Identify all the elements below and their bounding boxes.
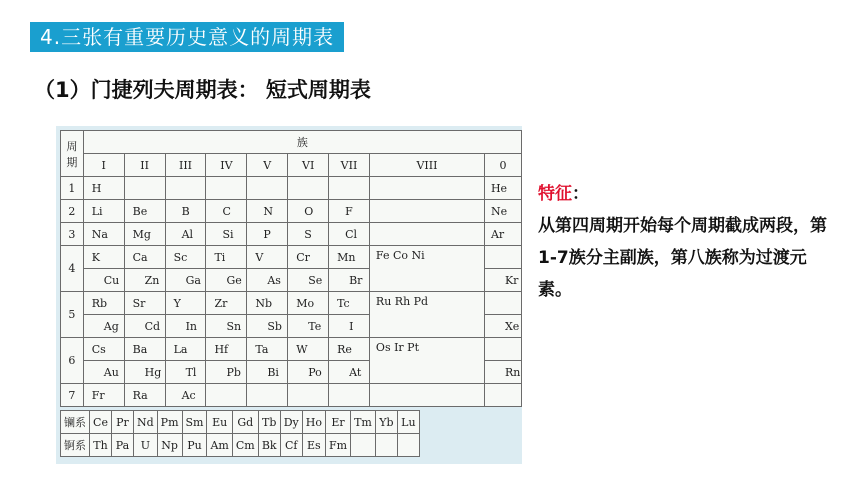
element-cell bbox=[247, 384, 288, 407]
lanthanide-element: Lu bbox=[397, 411, 419, 434]
features-colon: ： bbox=[572, 184, 589, 204]
lanthanide-element: Er bbox=[325, 411, 350, 434]
element-cell: Al bbox=[165, 223, 206, 246]
group-viii-cell bbox=[369, 292, 484, 338]
element-cell bbox=[484, 384, 521, 407]
group-header: VI bbox=[288, 154, 329, 177]
actinide-element: Es bbox=[302, 434, 325, 457]
element-cell: B bbox=[165, 200, 206, 223]
element-cell: He bbox=[484, 177, 521, 200]
actinide-label: 锕系 bbox=[61, 434, 90, 457]
element-cell: K bbox=[83, 246, 124, 269]
element-cell: F bbox=[329, 200, 370, 223]
section-title: 4.三张有重要历史意义的周期表 bbox=[30, 22, 344, 52]
element-cell bbox=[288, 177, 329, 200]
element-cell bbox=[206, 177, 247, 200]
element-cell: I bbox=[329, 315, 370, 338]
element-cell: Ar bbox=[484, 223, 521, 246]
element-cell: H bbox=[83, 177, 124, 200]
element-cell: Mn bbox=[329, 246, 370, 269]
element-cell: Rn bbox=[484, 361, 521, 384]
lanthanide-element: Gd bbox=[232, 411, 258, 434]
element-cell: Rb bbox=[83, 292, 124, 315]
lanthanide-element: Pr bbox=[112, 411, 134, 434]
element-cell: Ra bbox=[124, 384, 165, 407]
element-cell bbox=[369, 384, 484, 407]
element-cell: Ag bbox=[83, 315, 124, 338]
element-cell: Hg bbox=[124, 361, 165, 384]
group-header: VIII bbox=[369, 154, 484, 177]
element-cell: Ca bbox=[124, 246, 165, 269]
element-cell: V bbox=[247, 246, 288, 269]
periodic-table-image bbox=[56, 126, 522, 464]
element-cell: Mg bbox=[124, 223, 165, 246]
element-cell: In bbox=[165, 315, 206, 338]
features-label: 特征 bbox=[538, 184, 572, 204]
lanthanide-label: 镧系 bbox=[61, 411, 90, 434]
element-cell: La bbox=[165, 338, 206, 361]
period-header-bottom: 期 bbox=[66, 155, 78, 169]
lanthanide-element: Sm bbox=[182, 411, 207, 434]
element-cell: Te bbox=[288, 315, 329, 338]
element-cell bbox=[247, 177, 288, 200]
lanthanide-element: Ce bbox=[90, 411, 112, 434]
features-block bbox=[538, 178, 838, 306]
lanthanide-element: Pm bbox=[157, 411, 182, 434]
lanthanide-actinide-table bbox=[60, 410, 420, 457]
lanthanide-element: Tm bbox=[351, 411, 376, 434]
element-cell: Cs bbox=[83, 338, 124, 361]
element-cell bbox=[329, 177, 370, 200]
element-cell: Ge bbox=[206, 269, 247, 292]
element-cell: W bbox=[288, 338, 329, 361]
element-cell: Si bbox=[206, 223, 247, 246]
element-cell bbox=[329, 384, 370, 407]
lanthanide-element: Yb bbox=[375, 411, 397, 434]
element-cell: Bi bbox=[247, 361, 288, 384]
element-cell: Na bbox=[83, 223, 124, 246]
actinide-element: Fm bbox=[325, 434, 350, 457]
actinide-element: Cm bbox=[232, 434, 258, 457]
lanthanide-element: Eu bbox=[207, 411, 232, 434]
element-cell: Be bbox=[124, 200, 165, 223]
element-cell bbox=[484, 292, 521, 315]
period-number: 3 bbox=[61, 223, 84, 246]
family-header: 族 bbox=[83, 131, 521, 154]
actinide-element: Th bbox=[90, 434, 112, 457]
group-header: 0 bbox=[484, 154, 521, 177]
element-cell: C bbox=[206, 200, 247, 223]
element-cell: S bbox=[288, 223, 329, 246]
element-cell: Re bbox=[329, 338, 370, 361]
element-cell: Ne bbox=[484, 200, 521, 223]
element-cell: As bbox=[247, 269, 288, 292]
element-cell bbox=[484, 246, 521, 269]
element-cell bbox=[369, 200, 484, 223]
period-number: 4 bbox=[61, 246, 84, 292]
element-cell bbox=[165, 177, 206, 200]
element-cell: Sb bbox=[247, 315, 288, 338]
lanthanide-element: Ho bbox=[302, 411, 325, 434]
element-cell: Sn bbox=[206, 315, 247, 338]
element-cell: Au bbox=[83, 361, 124, 384]
actinide-element: U bbox=[134, 434, 158, 457]
features-text: 从第四周期开始每个周期截成两段，第1-7族分主副族，第八族称为过渡元素。 bbox=[538, 216, 827, 300]
empty-cell bbox=[397, 434, 419, 457]
element-cell bbox=[369, 223, 484, 246]
element-cell: Zn bbox=[124, 269, 165, 292]
element-cell bbox=[124, 177, 165, 200]
element-cell: Xe bbox=[484, 315, 521, 338]
lanthanide-element: Tb bbox=[258, 411, 280, 434]
element-cell: At bbox=[329, 361, 370, 384]
group-viii-cell bbox=[369, 338, 484, 384]
element-cell: Pb bbox=[206, 361, 247, 384]
element-cell bbox=[206, 384, 247, 407]
element-symbols: Fe Co Ni bbox=[375, 248, 425, 262]
actinide-element: Am bbox=[207, 434, 232, 457]
subtitle: （1）门捷列夫周期表： 短式周期表 bbox=[34, 78, 371, 102]
period-header bbox=[61, 131, 84, 177]
element-cell: Sc bbox=[165, 246, 206, 269]
actinide-element: Pa bbox=[112, 434, 134, 457]
period-number: 5 bbox=[61, 292, 84, 338]
lanthanide-element: Nd bbox=[134, 411, 158, 434]
group-header: IV bbox=[206, 154, 247, 177]
period-number: 1 bbox=[61, 177, 84, 200]
element-cell: Br bbox=[329, 269, 370, 292]
element-symbols: Os Ir Pt bbox=[375, 340, 420, 354]
element-cell: Zr bbox=[206, 292, 247, 315]
group-header: V bbox=[247, 154, 288, 177]
element-cell: Mo bbox=[288, 292, 329, 315]
group-header: VII bbox=[329, 154, 370, 177]
actinide-element: Bk bbox=[258, 434, 280, 457]
actinide-element: Np bbox=[157, 434, 182, 457]
period-number: 2 bbox=[61, 200, 84, 223]
lanthanide-element: Dy bbox=[280, 411, 302, 434]
period-number: 6 bbox=[61, 338, 84, 384]
period-header-top: 周 bbox=[66, 139, 78, 153]
element-cell: Se bbox=[288, 269, 329, 292]
element-cell bbox=[369, 177, 484, 200]
group-header: III bbox=[165, 154, 206, 177]
element-cell: Ac bbox=[165, 384, 206, 407]
element-cell: Hf bbox=[206, 338, 247, 361]
actinide-element: Pu bbox=[182, 434, 207, 457]
element-cell: Kr bbox=[484, 269, 521, 292]
element-cell: Sr bbox=[124, 292, 165, 315]
element-cell: Cd bbox=[124, 315, 165, 338]
element-cell: Ti bbox=[206, 246, 247, 269]
element-cell: Tl bbox=[165, 361, 206, 384]
element-cell: Fr bbox=[83, 384, 124, 407]
empty-cell bbox=[351, 434, 376, 457]
element-cell: N bbox=[247, 200, 288, 223]
element-cell: Tc bbox=[329, 292, 370, 315]
actinide-element: Cf bbox=[280, 434, 302, 457]
element-cell: Ta bbox=[247, 338, 288, 361]
element-cell bbox=[484, 338, 521, 361]
element-cell: Ga bbox=[165, 269, 206, 292]
element-symbols: Ru Rh Pd bbox=[375, 294, 429, 308]
group-header: II bbox=[124, 154, 165, 177]
element-cell: Ba bbox=[124, 338, 165, 361]
group-viii-cell bbox=[369, 246, 484, 292]
element-cell: Cl bbox=[329, 223, 370, 246]
element-cell: O bbox=[288, 200, 329, 223]
element-cell: Cr bbox=[288, 246, 329, 269]
element-cell: Po bbox=[288, 361, 329, 384]
group-header: I bbox=[83, 154, 124, 177]
element-cell: Cu bbox=[83, 269, 124, 292]
element-cell: Y bbox=[165, 292, 206, 315]
short-periodic-table bbox=[60, 130, 522, 407]
period-number: 7 bbox=[61, 384, 84, 407]
element-cell bbox=[288, 384, 329, 407]
element-cell: Li bbox=[83, 200, 124, 223]
empty-cell bbox=[375, 434, 397, 457]
element-cell: P bbox=[247, 223, 288, 246]
element-cell: Nb bbox=[247, 292, 288, 315]
